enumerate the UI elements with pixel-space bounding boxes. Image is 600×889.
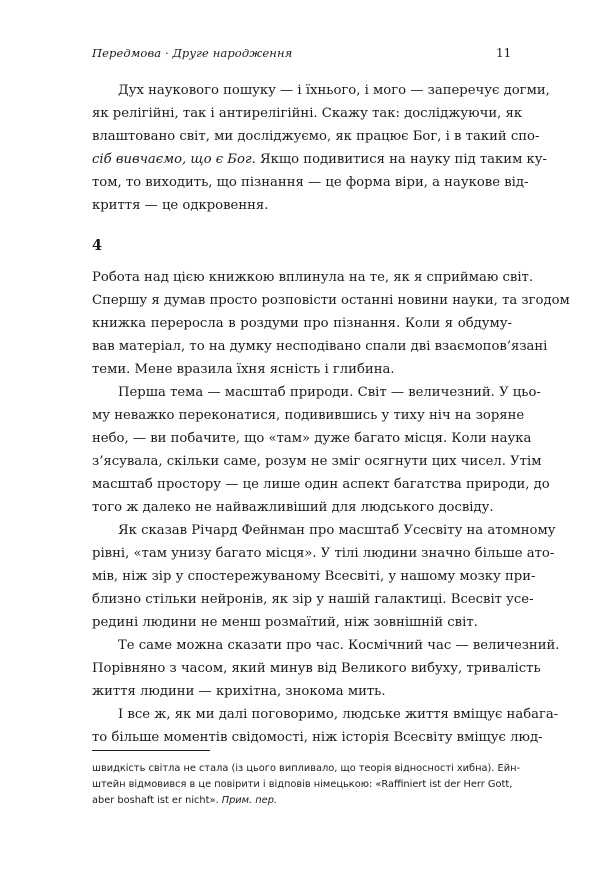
text-line: рівні, «там унизу багато місця». У тілі людини значно більше ато-	[92, 546, 555, 561]
text-line: Як сказав Річард Фейнман про масштаб Усесвіту на атомному	[118, 523, 556, 538]
text-line: з’ясувала, скільки саме, розум не зміг осягнути цих чисел. Утім	[92, 454, 542, 469]
text-line: Робота над цією книжкою вплинула на те, як я сприймаю світ.	[92, 270, 534, 285]
text-line: Спершу я думав просто розповісти останні новини науки, та згодом	[92, 293, 570, 308]
text-line: Те саме можна сказати про час. Космічний час — величезний.	[118, 638, 560, 653]
text-line: вав матеріал, то на думку несподівано спали дві взаємопов’язані	[92, 339, 548, 354]
text-line: Перша тема — масштаб природи. Світ — величезний. У цьо-	[118, 385, 541, 400]
text-line: як релігійні, так і антирелігійні. Скажу так: досліджуючи, як	[92, 106, 523, 121]
text-line: Дух наукового пошуку — і їхнього, і мого — заперечує догми,	[118, 83, 550, 98]
text-span: Якщо подивитися на науку під таким ку-	[255, 152, 547, 167]
text-line: том, то виходить, що пізнання — це форма віри, а наукове від-	[92, 175, 529, 190]
section-number: 4	[92, 237, 103, 254]
text-line: книжка переросла в роздуми про пізнання. Коли я обдуму-	[92, 316, 512, 331]
text-line: теми. Мене вразила їхня ясність і глибина.	[92, 362, 395, 377]
text-line: того ж далеко не найважливіший для людського досвіду.	[92, 500, 494, 515]
text-line: криття — це одкровення.	[92, 198, 269, 213]
text-line: небо, — ви побачите, що «там» дуже багато місця. Коли наука	[92, 431, 532, 446]
text-line: влаштовано світ, ми досліджуємо, як працює Бог, і в такий спо-	[92, 129, 540, 144]
text-line: масштаб простору — це лише один аспект багатства природи, до	[92, 477, 550, 492]
page-number: 11	[496, 46, 512, 60]
text-line: му неважко переконатися, подивившись у тиху ніч на зоряне	[92, 408, 525, 423]
text-line: то більше моментів свідомості, ніж історія Всесвіту вміщує люд-	[92, 730, 543, 745]
text-line: І все ж, як ми далі поговоримо, людське життя вміщує набага-	[118, 707, 559, 722]
text-line: близно стільки нейронів, як зір у нашій галактиці. Всесвіт усе-	[92, 592, 534, 607]
footnote-line: швидкість світла не стала (із цього випливало, що теорія відносності хибна). Ейн-	[92, 763, 521, 774]
footnote-line: штейн відмовився в це повірити і відповів німецькою: «Raffiniert ist der Herr Gott,	[92, 779, 513, 790]
running-head: Передмова · Друге народження	[92, 46, 293, 60]
footnote-line	[92, 793, 512, 808]
translator-note: Прим. пер.	[218, 795, 278, 806]
text-line: Порівняно з часом, який минув від Великого вибуху, тривалість	[92, 661, 541, 676]
text-span: aber boshaft ist er nicht».	[92, 795, 219, 806]
text-line: життя людини — крихітна, знокома мить.	[92, 684, 386, 699]
text-line	[92, 150, 547, 170]
footnote-divider	[92, 750, 210, 751]
text-line: мів, ніж зір у спостережуваному Всесвіті, у нашому мозку при-	[92, 569, 536, 584]
text-line: редині людини не менш розмаїтий, ніж зовнішній світ.	[92, 615, 478, 630]
emphasis-text: сіб вивчаємо, що є Бог.	[92, 152, 256, 167]
